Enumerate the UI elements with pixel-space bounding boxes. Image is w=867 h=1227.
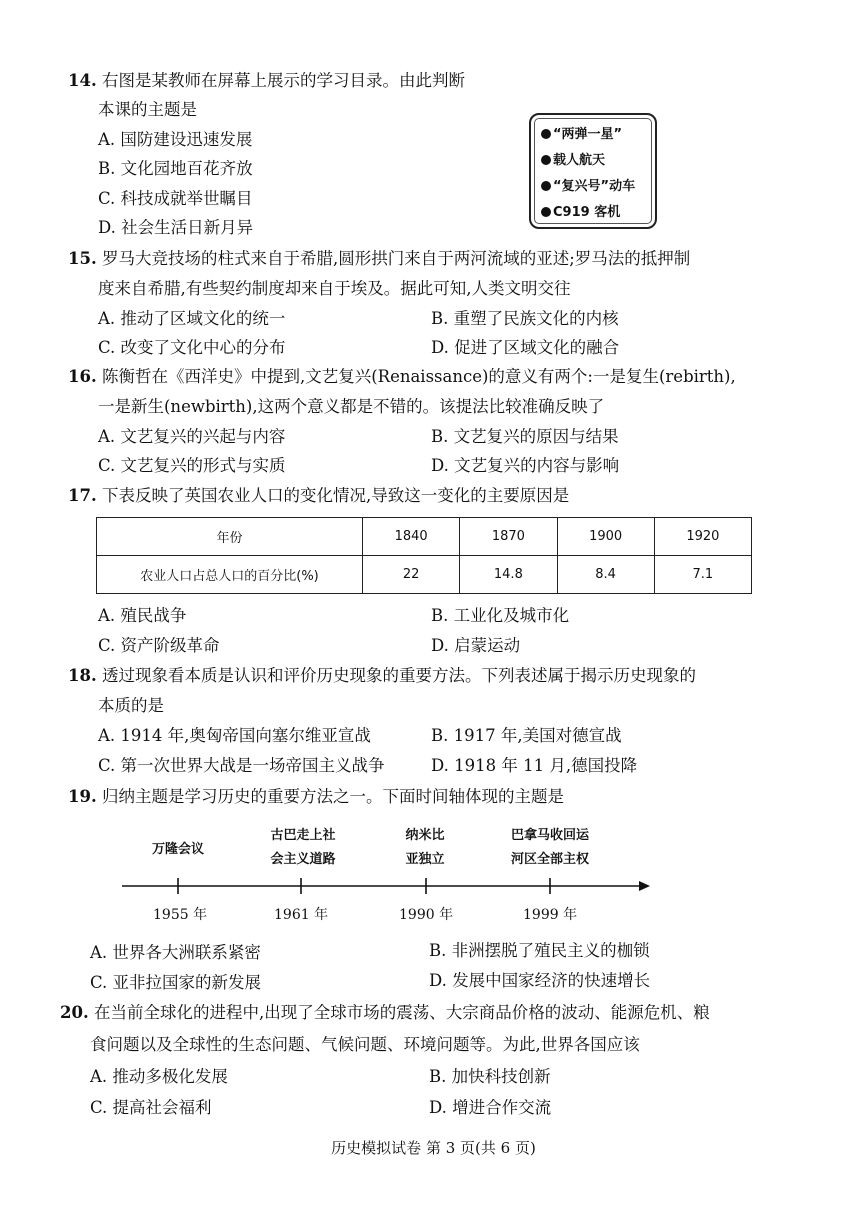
option-d: D. 增进合作交流 [429,1098,552,1117]
question-text: 陈衡哲在《西洋史》中提到,文艺复兴(Renaissance)的意义有两个:一是复生(rebirth), [101,367,736,386]
directory-item: “两弹一星” [541,123,622,142]
table-cell: 14.8 [460,556,557,594]
table-header-cell: 1900 [557,518,654,556]
timeline-label: 古巴走上社 会主义道路 [270,828,336,867]
timeline-year: 1999 年 [523,907,578,923]
question-number: 18. [68,666,97,685]
question-text: 罗马大竞技场的柱式来自于希腊,圆形拱门来自于两河流域的亚述;罗马法的抵押制 [101,249,691,268]
table-header-cell: 年份 [97,518,363,556]
timeline-year: 1990 年 [399,907,454,923]
table-cell: 7.1 [654,556,751,594]
question-text: 本质的是 [98,696,164,715]
option-b: B. 加快科技创新 [429,1067,551,1086]
option-c: C. 文艺复兴的形式与实质 [98,456,286,475]
question-text: 在当前全球化的进程中,出现了全球市场的震荡、大宗商品价格的波动、能源危机、粮 [93,1003,710,1022]
table-header-cell: 1920 [654,518,751,556]
question-number: 17. [68,486,97,505]
question-text: 食问题以及全球性的生态问题、气候问题、环境问题等。为此,世界各国应该 [90,1035,640,1054]
bullet-icon [541,155,551,165]
option-d: D. 1918 年 11 月,德国投降 [431,756,638,775]
directory-item: “复兴号”动车 [541,175,635,194]
option-a: A. 殖民战争 [98,606,187,625]
question-text: 度来自希腊,有些契约制度却来自于埃及。据此可知,人类文明交往 [98,279,571,298]
option-d: D. 社会生活日新月异 [98,218,254,237]
question-text: 右图是某教师在屏幕上展示的学习目录。由此判断 [101,71,465,90]
table-row [97,556,752,594]
question-text: 下表反映了英国农业人口的变化情况,导致这一变化的主要原因是 [101,486,570,505]
option-b: B. 工业化及城市化 [431,606,570,625]
directory-item: 载人航天 [541,149,605,168]
bullet-icon [541,207,551,217]
option-d: D. 促进了区域文化的融合 [431,338,620,357]
table-header-row [97,518,752,556]
timeline-axis [118,872,678,902]
question-16-stem [68,366,736,388]
timeline-label: 万隆会议 [151,842,204,857]
option-c: C. 亚非拉国家的新发展 [90,973,262,992]
option-c: C. 提高社会福利 [90,1098,212,1117]
question-number: 15. [68,249,97,268]
option-a: A. 1914 年,奥匈帝国向塞尔维亚宣战 [98,726,371,745]
question-text: 透过现象看本质是认识和评价历史现象的重要方法。下列表述属于揭示历史现象的 [101,666,696,685]
option-a: A. 世界各大洲联系紧密 [90,943,261,962]
question-14-stem [68,70,465,92]
option-b: B. 非洲摆脱了殖民主义的枷锁 [429,941,650,960]
table-cell: 8.4 [557,556,654,594]
option-c: C. 第一次世界大战是一场帝国主义战争 [98,756,385,775]
timeline-label: 纳米比 亚独立 [405,828,445,867]
bullet-icon [541,129,551,139]
question-19-stem [68,786,564,808]
option-b: B. 重塑了民族文化的内核 [431,309,619,328]
arrow-icon [639,881,650,891]
option-a: A. 推动了区域文化的统一 [98,309,286,328]
option-b: B. 文化园地百花齐放 [98,159,253,178]
question-number: 16. [68,367,97,386]
option-b: B. 1917 年,美国对德宣战 [431,726,622,745]
question-text: 归纳主题是学习历史的重要方法之一。下面时间轴体现的主题是 [101,787,564,806]
question-number: 14. [68,71,97,90]
question-text: 一是新生(newbirth),这两个意义都是不错的。该提法比较准确反映了 [98,397,605,416]
option-d: D. 发展中国家经济的快速增长 [429,971,651,990]
question-17-stem [68,485,569,507]
table-header-cell: 1870 [460,518,557,556]
timeline-label: 巴拿马收回运 河区全部主权 [510,828,589,867]
option-c: C. 科技成就举世瞩目 [98,189,253,208]
question-text: 本课的主题是 [98,100,197,119]
question-18-stem [68,665,696,687]
table-header-cell: 1840 [363,518,460,556]
option-d: D. 文艺复兴的内容与影响 [431,456,620,475]
bullet-icon [541,181,551,191]
question-20-stem [60,1002,710,1024]
table-row-label: 农业人口占总人口的百分比(%) [97,556,363,594]
option-c: C. 资产阶级革命 [98,636,220,655]
timeline-year: 1955 年 [153,907,208,923]
option-a: A. 推动多极化发展 [90,1067,228,1086]
option-a: A. 国防建设迅速发展 [98,130,253,149]
question-number: 20. [60,1003,89,1022]
option-a: A. 文艺复兴的兴起与内容 [98,427,286,446]
page-footer: 历史模拟试卷 第 3 页(共 6 页) [331,1139,536,1157]
option-c: C. 改变了文化中心的分布 [98,338,286,357]
timeline-year: 1961 年 [274,907,329,923]
option-d: D. 启蒙运动 [431,636,521,655]
agricultural-population-table [96,517,752,594]
directory-item: C919 客机 [541,201,620,220]
question-15-stem [68,248,690,270]
question-number: 19. [68,787,97,806]
table-cell: 22 [363,556,460,594]
study-directory-box [529,113,657,229]
option-b: B. 文艺复兴的原因与结果 [431,427,619,446]
